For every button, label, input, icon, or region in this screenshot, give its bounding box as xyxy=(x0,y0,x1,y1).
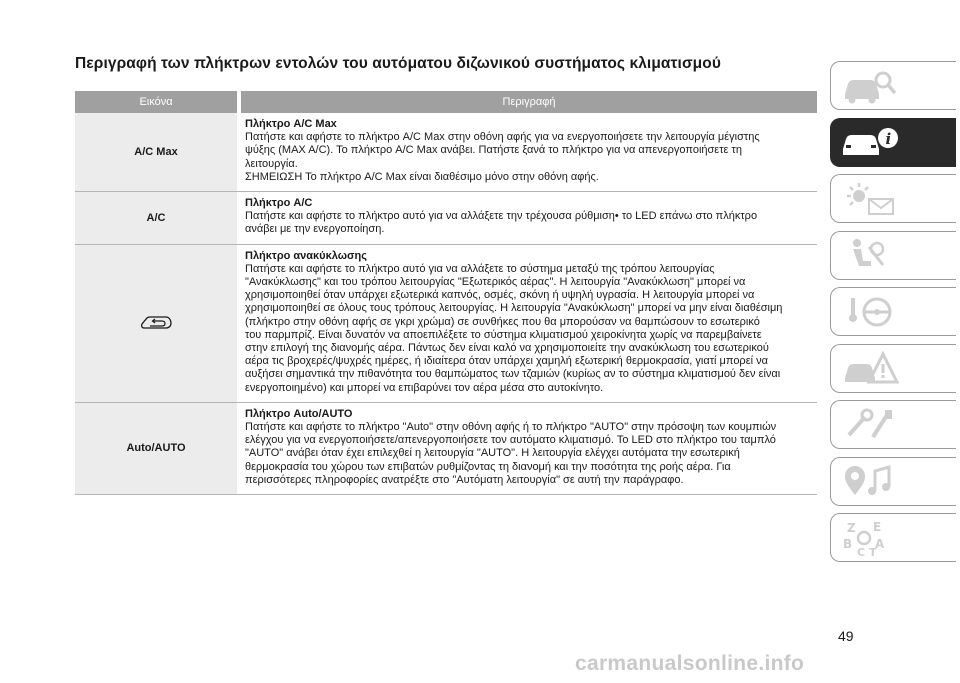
tab-multimedia[interactable] xyxy=(830,457,956,506)
car-info-icon xyxy=(839,122,899,162)
svg-text:T: T xyxy=(869,545,877,558)
ac-label: A/C xyxy=(146,211,166,224)
column-header-description: Περιγραφή xyxy=(241,91,817,113)
tab-warning-lights[interactable] xyxy=(830,174,956,223)
tab-safety[interactable] xyxy=(830,231,956,280)
table-header xyxy=(75,91,817,113)
warning-light-message-icon xyxy=(839,179,899,219)
row-title: Πλήκτρο Auto/AUTO xyxy=(245,407,353,420)
description-cell xyxy=(241,245,817,402)
table-row xyxy=(75,245,817,403)
description-cell xyxy=(241,403,817,494)
tab-index[interactable] xyxy=(830,513,956,562)
row-text-line: χρησιμοποιηθεί όταν υπάρχει εξωτερικά καπνός, οσμές, σκόνη ή υψηλή υγρασία. Η λειτουργία μπορεί να xyxy=(245,289,755,302)
row-text-line: του παρμπρίζ. Είναι δυνατόν να αποεπιλέξετε το σύστημα κλιματισμού χειροκίνητα χωρίς να παρεμβαίνετε xyxy=(245,328,762,341)
table-row xyxy=(75,192,817,245)
steering-wheel-key-icon xyxy=(839,292,899,332)
row-title: Πλήκτρο ανακύκλωσης xyxy=(245,249,367,262)
table-row xyxy=(75,403,817,495)
svg-text:A: A xyxy=(875,536,885,551)
row-text-line: Πατήστε και αφήστε το πλήκτρο αυτό για να αλλάξετε την τρέχουσα ρύθμιση• το LED επάνω στο πλήκτρο xyxy=(245,210,758,223)
row-text-line: "AUTO" ανάβει όταν έχει επιλεχθεί η λειτουργία "AUTO". Η λειτουργία ελέγχει αυτόματα την εσωτερική xyxy=(245,447,740,460)
image-cell xyxy=(75,245,237,402)
image-cell xyxy=(75,403,237,494)
row-text-line: Πατήστε και αφήστε το πλήκτρο "Auto" στην οθόνη αφής ή το πλήκτρο "AUTO" στην πρόσοψη των κουμπιών xyxy=(245,421,777,434)
multimedia-navigation-icon xyxy=(839,461,899,501)
maintenance-tools-icon xyxy=(839,405,899,445)
row-text-line: περισσότερες πληροφορίες ανατρέξτε στο "Αυτόματη λειτουργία" σε αυτή την παράγραφο. xyxy=(245,473,684,486)
auto-label: Auto/AUTO xyxy=(126,442,186,455)
image-cell xyxy=(75,192,237,244)
page-number: 49 xyxy=(838,628,854,644)
row-title: Πλήκτρο A/C Max xyxy=(245,118,337,130)
svg-text:C: C xyxy=(857,545,866,558)
breakdown-warning-icon xyxy=(839,348,899,388)
buttons-table xyxy=(75,91,817,495)
row-text-line: αυξήσει σημαντικά την πιθανότητα του θαμπώματος των τζαμιών (κυρίως αν το σύστημα κλιματισμού δεν είναι xyxy=(245,368,781,381)
row-text-line: λειτουργία. xyxy=(245,157,298,170)
svg-text:B: B xyxy=(843,536,853,551)
row-text-line: ανάβει με την ενεργοποίηση. xyxy=(245,223,385,236)
image-cell xyxy=(75,113,237,191)
svg-text:Z: Z xyxy=(847,520,856,535)
page-title: Περιγραφή των πλήκτρων εντολών του αυτόματου διζωνικού συστήματος κλιματισμού xyxy=(75,55,721,72)
row-text-line: (πλήκτρο στην οθόνη αφής σε γκρι χρώμα) σε συνθήκες που θα μπορούσαν να θαμπώσουν το εσωτερικό xyxy=(245,315,760,328)
table-row xyxy=(75,113,817,192)
watermark: carmanualsonline.info xyxy=(575,652,805,675)
ac-max-label: A/C Max xyxy=(134,146,178,158)
row-title: Πλήκτρο A/C xyxy=(245,197,313,210)
tab-car-info[interactable] xyxy=(830,118,956,167)
row-text-line: "Ανακύκλωσης" και του τρόπου λειτουργίας "Εξωτερικός αέρας". Η λειτουργία "Ανακύκλωση" μπορεί να xyxy=(245,276,746,289)
row-text-line: ελέγχου για να ενεργοποιήσετε/απενεργοποιήσετε τον αυτόματο κλιματισμό. Το LED στο πλήκτρο του ταμπλό xyxy=(245,434,776,447)
tab-emergency[interactable] xyxy=(830,344,956,393)
column-header-image: Εικόνα xyxy=(75,91,237,113)
row-text-line: θερμοκρασία του χώρου των επιβατών ρυθμίζοντας τη διανομή και την ποσότητα της ροής αέρα. Για xyxy=(245,460,731,473)
tab-starting-driving[interactable] xyxy=(830,287,956,336)
chapter-tabs xyxy=(830,61,956,570)
svg-text:E: E xyxy=(873,519,882,534)
row-text-line: ενεργοποιημένο) και μπορεί να επιβαρύνει τον αέρα μέσα στο αυτοκίνητο. xyxy=(245,381,604,394)
row-text-line: Πατήστε και αφήστε το πλήκτρο αυτό για να αλλάξετε το σύστημα μεταξύ της τρόπου λειτουργίας xyxy=(245,262,715,275)
row-text-line: στην επιλογή της διανομής αέρα. Πάντως δεν είναι καλό να χρησιμοποιείτε την ανακύκλωση του εσωτερικού xyxy=(245,342,769,355)
car-search-icon xyxy=(839,66,899,106)
tab-car-search[interactable] xyxy=(830,61,956,110)
recirculation-icon xyxy=(138,313,174,333)
alphabetical-index-icon xyxy=(839,518,899,558)
tab-maintenance[interactable] xyxy=(830,400,956,449)
row-text-line: χρησιμοποιηθεί σε όλους τους τρόπους λειτουργίας. Η λειτουργία "Ανακύκλωση" μπορεί να μην είναι διαθέσιμη xyxy=(245,302,783,315)
description-cell xyxy=(241,113,817,191)
row-text-line: αέρα τις βροχερές/ψυχρές ημέρες, ή ιδιαίτερα όταν υπάρχει χαμηλή εξωτερική θερμοκρασία, γιατί μπορεί να xyxy=(245,355,768,368)
row-text-line: Πατήστε και αφήστε το πλήκτρο A/C Max στην οθόνη αφής για να ενεργοποιήσετε την λειτουργία μέγιστης xyxy=(245,131,760,144)
description-cell xyxy=(241,192,817,244)
svg-text:i: i xyxy=(885,130,892,148)
row-text-line: ψύξης (MAX A/C). Το πλήκτρο A/C Max ανάβει. Πατήστε ξανά το πλήκτρο για να απενεργοποιήσετε τη xyxy=(245,144,742,157)
airbag-seat-icon xyxy=(839,235,899,275)
row-text-line: ΣΗΜΕΙΩΣΗ Το πλήκτρο A/C Max είναι διαθέσιμο μόνο στην οθόνη αφής. xyxy=(245,170,599,183)
